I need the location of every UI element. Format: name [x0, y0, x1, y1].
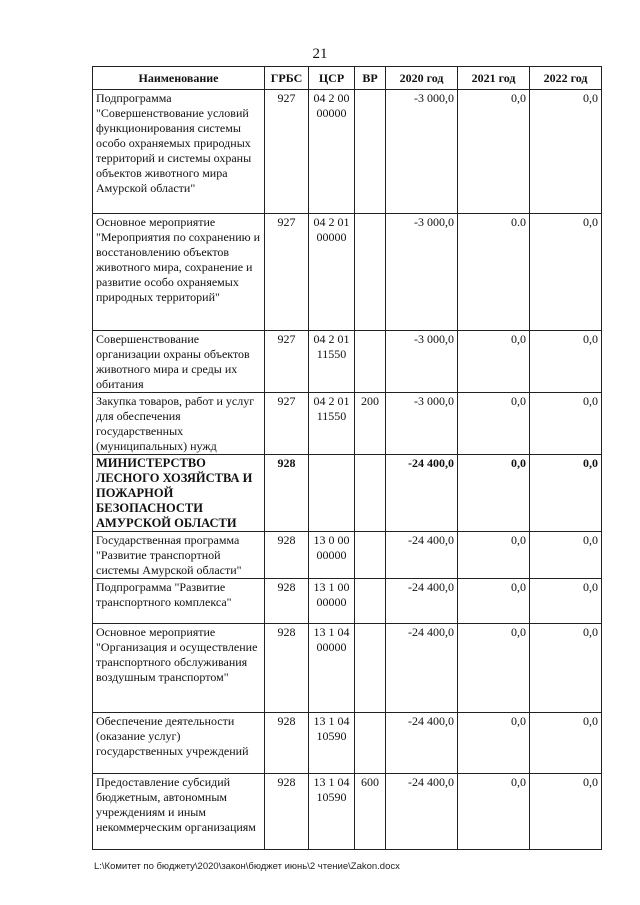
cell-grbs: 928	[265, 455, 309, 532]
cell-2022: 0,0	[530, 90, 602, 214]
cell-2020: -24 400,0	[386, 713, 458, 774]
cell-2020: -3 000,0	[386, 393, 458, 455]
cell-name: Предоставление субсидий бюджетным, автономным учреждениям и иным некоммерческим организациям	[93, 774, 265, 850]
cell-csr: 04 2 01 11550	[309, 331, 355, 393]
cell-2022: 0,0	[530, 532, 602, 579]
cell-vr: 200	[355, 393, 386, 455]
cell-grbs: 927	[265, 393, 309, 455]
table-row	[93, 331, 602, 393]
cell-grbs: 928	[265, 713, 309, 774]
cell-2022: 0,0	[530, 455, 602, 532]
cell-csr: 13 1 04 10590	[309, 713, 355, 774]
cell-2021: 0,0	[458, 393, 530, 455]
cell-2022: 0,0	[530, 214, 602, 331]
cell-grbs: 927	[265, 331, 309, 393]
cell-2021: 0,0	[458, 713, 530, 774]
table-body	[93, 90, 602, 850]
table-row	[93, 532, 602, 579]
cell-grbs: 927	[265, 90, 309, 214]
cell-csr: 13 1 00 00000	[309, 579, 355, 624]
cell-2021: 0.0	[458, 214, 530, 331]
cell-2021: 0,0	[458, 774, 530, 850]
table-row	[93, 774, 602, 850]
cell-2021: 0,0	[458, 90, 530, 214]
cell-name: Обеспечение деятельности (оказание услуг) государственных учреждений	[93, 713, 265, 774]
cell-vr	[355, 455, 386, 532]
table-row	[93, 90, 602, 214]
cell-2021: 0,0	[458, 331, 530, 393]
cell-2020: -24 400,0	[386, 532, 458, 579]
table-row	[93, 455, 602, 532]
table-row	[93, 214, 602, 331]
cell-2020: -3 000,0	[386, 214, 458, 331]
cell-name: Совершенствование организации охраны объектов животного мира и среды их обитания	[93, 331, 265, 393]
cell-2021: 0,0	[458, 455, 530, 532]
cell-csr: 13 0 00 00000	[309, 532, 355, 579]
cell-2022: 0,0	[530, 331, 602, 393]
cell-vr	[355, 331, 386, 393]
header-grbs: ГРБС	[265, 67, 309, 90]
cell-2022: 0,0	[530, 579, 602, 624]
cell-csr	[309, 455, 355, 532]
cell-grbs: 928	[265, 579, 309, 624]
cell-grbs: 927	[265, 214, 309, 331]
cell-vr	[355, 532, 386, 579]
footer-file-path: L:\Комитет по бюджету\2020\закон\бюджет июнь\2 чтение\Zakon.docx	[94, 861, 400, 872]
table-row	[93, 579, 602, 624]
cell-vr	[355, 624, 386, 713]
cell-grbs: 928	[265, 774, 309, 850]
table-row	[93, 624, 602, 713]
header-vr: ВР	[355, 67, 386, 90]
cell-2020: -24 400,0	[386, 624, 458, 713]
cell-2020: -24 400,0	[386, 579, 458, 624]
cell-name: Основное мероприятие "Мероприятия по сохранению и восстановлению объектов животного мира, сохранение и развитие особо охраняемых природных территорий"	[93, 214, 265, 331]
cell-vr	[355, 713, 386, 774]
table-row	[93, 393, 602, 455]
cell-2022: 0,0	[530, 624, 602, 713]
cell-csr: 13 1 04 10590	[309, 774, 355, 850]
cell-grbs: 928	[265, 624, 309, 713]
cell-2021: 0,0	[458, 579, 530, 624]
cell-2022: 0,0	[530, 713, 602, 774]
cell-2020: -24 400,0	[386, 774, 458, 850]
cell-grbs: 928	[265, 532, 309, 579]
cell-csr: 04 2 01 11550	[309, 393, 355, 455]
cell-name: Подпрограмма "Развитие транспортного комплекса"	[93, 579, 265, 624]
page-number: 21	[312, 46, 328, 62]
cell-name: МИНИСТЕРСТВО ЛЕСНОГО ХОЗЯЙСТВА И ПОЖАРНОЙ БЕЗОПАСНОСТИ АМУРСКОЙ ОБЛАСТИ	[93, 455, 265, 532]
header-2020: 2020 год	[386, 67, 458, 90]
cell-2021: 0,0	[458, 532, 530, 579]
cell-2022: 0,0	[530, 393, 602, 455]
cell-name: Основное мероприятие "Организация и осуществление транспортного обслуживания воздушным транспортом"	[93, 624, 265, 713]
cell-vr	[355, 214, 386, 331]
cell-2021: 0,0	[458, 624, 530, 713]
cell-csr: 04 2 01 00000	[309, 214, 355, 331]
cell-2020: -3 000,0	[386, 90, 458, 214]
cell-2020: -3 000,0	[386, 331, 458, 393]
cell-csr: 04 2 00 00000	[309, 90, 355, 214]
header-name: Наименование	[93, 67, 265, 90]
budget-table	[92, 66, 602, 850]
cell-csr: 13 1 04 00000	[309, 624, 355, 713]
cell-name: Подпрограмма "Совершенствование условий функционирования системы особо охраняемых природных территорий и системы охраны объектов животного мира Амурской области"	[93, 90, 265, 214]
table-row	[93, 713, 602, 774]
cell-vr	[355, 90, 386, 214]
cell-2020: -24 400,0	[386, 455, 458, 532]
header-csr: ЦСР	[309, 67, 355, 90]
header-2021: 2021 год	[458, 67, 530, 90]
cell-vr	[355, 579, 386, 624]
header-2022: 2022 год	[530, 67, 602, 90]
table-header-row	[93, 67, 602, 90]
cell-name: Государственная программа "Развитие транспортной системы Амурской области"	[93, 532, 265, 579]
cell-name: Закупка товаров, работ и услуг для обеспечения государственных (муниципальных) нужд	[93, 393, 265, 455]
cell-vr: 600	[355, 774, 386, 850]
cell-2022: 0,0	[530, 774, 602, 850]
